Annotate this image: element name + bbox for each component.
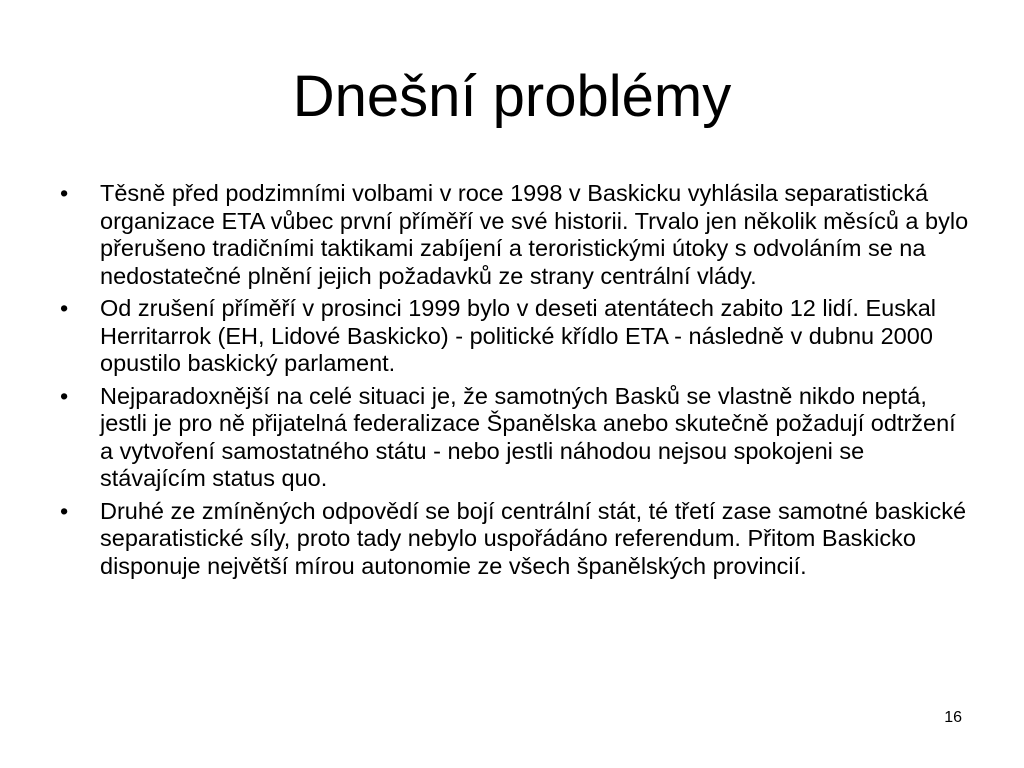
bullet-marker: • <box>60 497 69 524</box>
slide-title: Dnešní problémy <box>292 64 732 129</box>
bullet-item <box>60 383 975 493</box>
bullet-item <box>60 498 975 581</box>
bullet-list <box>60 180 975 585</box>
bullet-marker: • <box>60 382 69 409</box>
bullet-text: Těsně před podzimními volbami v roce 1998 v Baskicku vyhlásila separatistická organizace ETA vůbec první příměří ve své historii. Trvalo jen několik měsíců a bylo přerušeno tradičními taktikami zabíjení a teroristickými útoky s odvoláním se na nedostatečné plnění jejich požadavků ze strany centrální vlády. <box>100 180 969 289</box>
bullet-text: Nejparadoxnější na celé situaci je, že samotných Basků se vlastně nikdo neptá, jestli je pro ně přijatelná federalizace Španělska anebo skutečně požadují odtržení a vytvoření samostatného státu - nebo jestli náhodou nejsou spokojeni se stávajícím status quo. <box>100 382 956 491</box>
bullet-marker: • <box>60 295 69 321</box>
page-number: 16 <box>944 709 962 726</box>
bullet-marker: • <box>60 180 69 206</box>
bullet-text: Od zrušení příměří v prosinci 1999 bylo v deseti atentátech zabito 12 lidí. Euskal Herritarrok (EH, Lidové Baskicko) - politické křídlo ETA - následně v dubnu 2000 opustilo baskický parlament. <box>100 295 936 376</box>
bullet-text: Druhé ze zmíněných odpovědí se bojí centrální stát, té třetí zase samotné baskické separatistické síly, proto tady nebylo uspořádáno referendum. Přitom Baskicko disponuje největší mírou autonomie ze všech španělských provincií. <box>100 497 967 579</box>
bullet-item <box>60 180 975 290</box>
bullet-item <box>60 295 975 378</box>
